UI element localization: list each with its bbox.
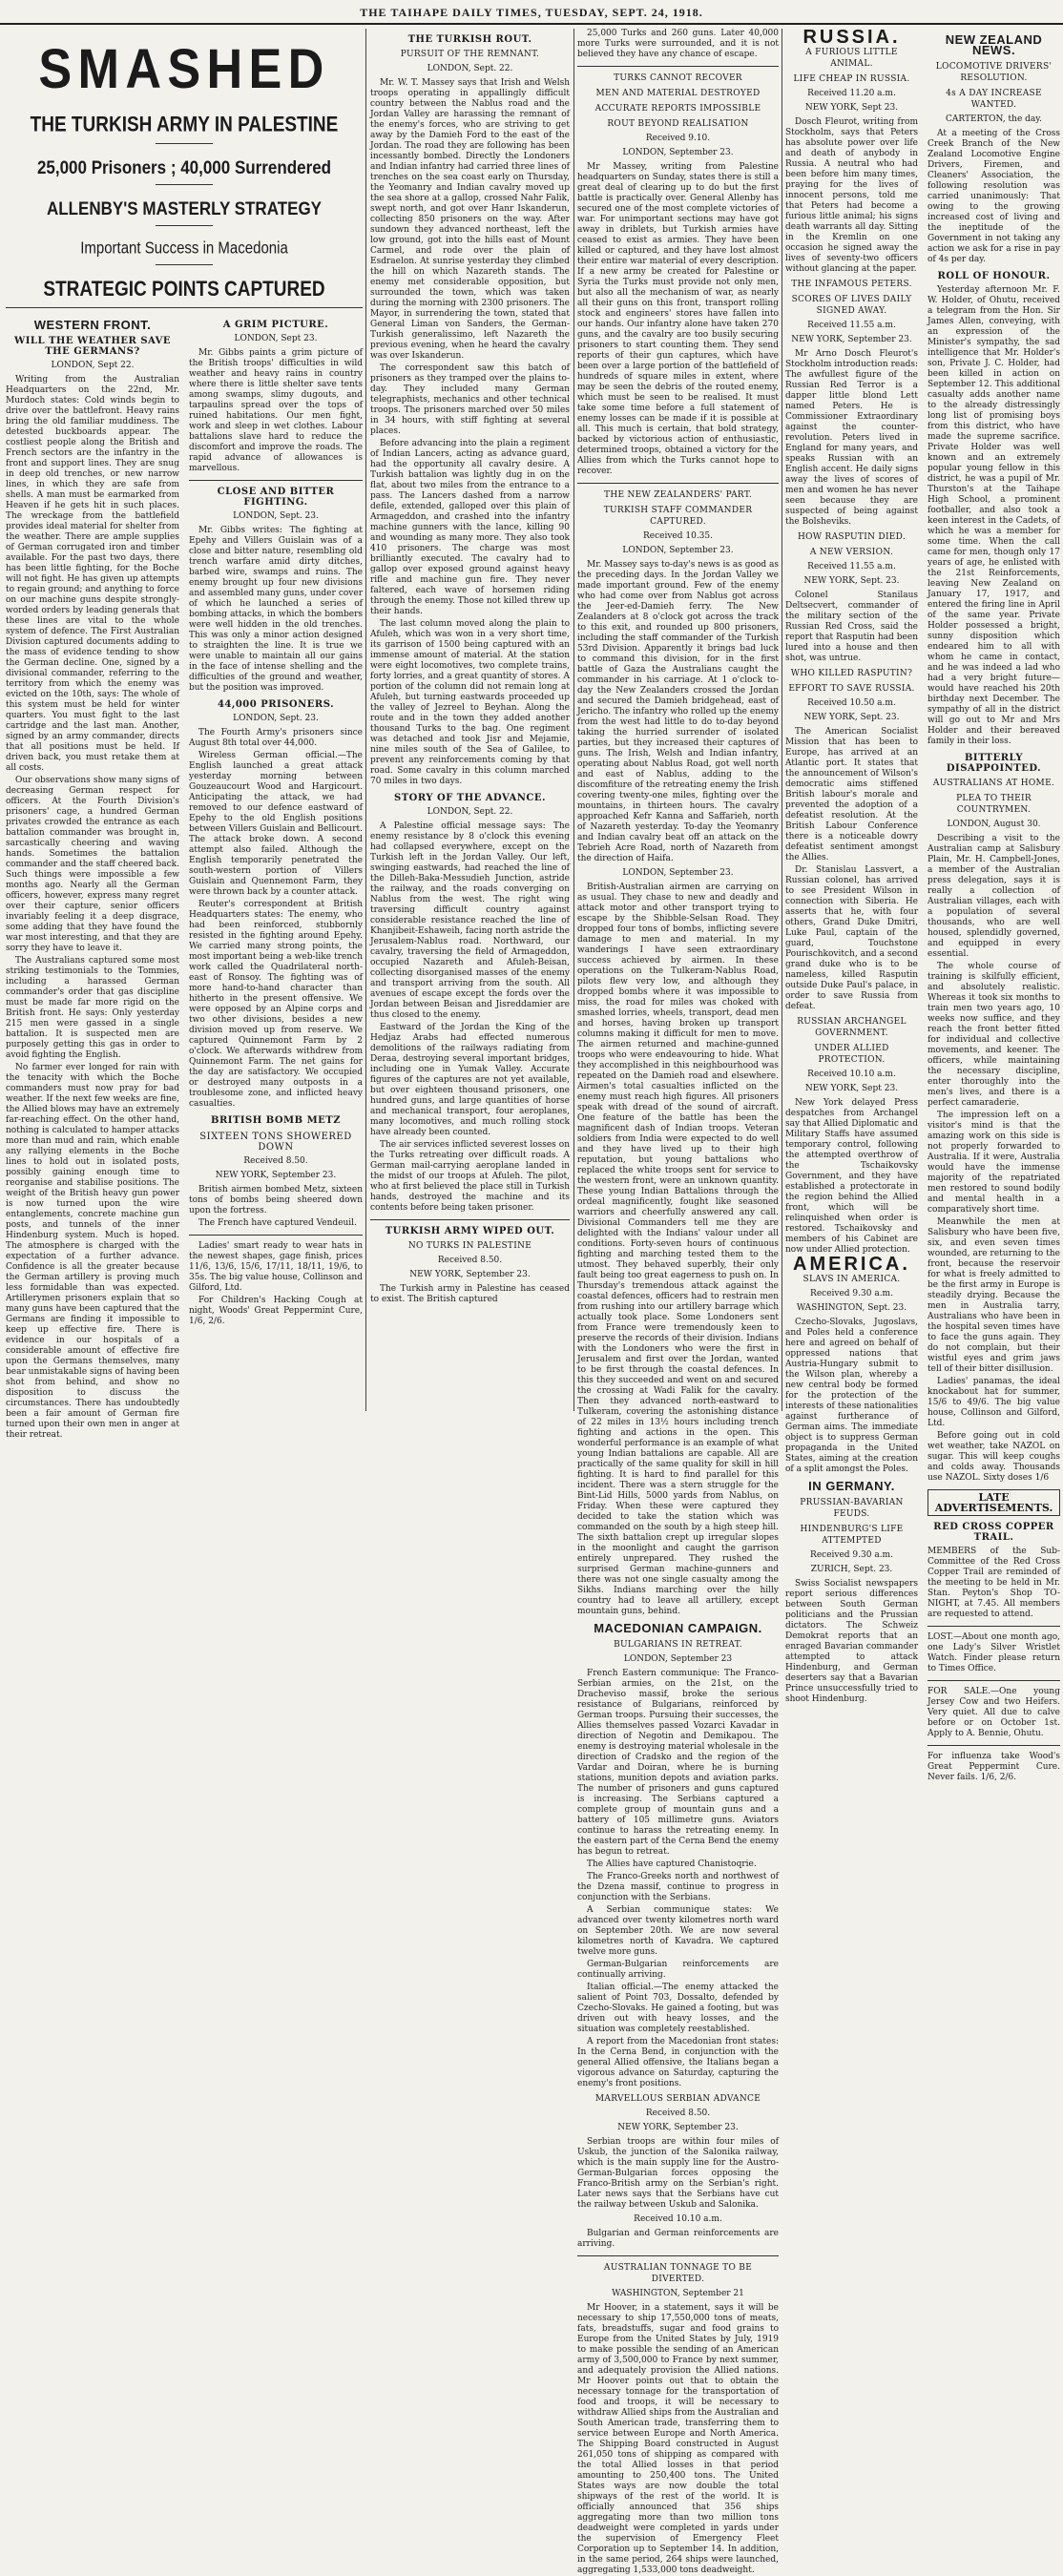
- article-paragraph: The air services inflicted severest losses on the Turks retreating over difficult roads. A German mail-carrying aeroplane landed in the midst of our troops at Afuleh. The pilot, who at first believed the place still in Turkish hands, destroyed the machine and its contents before being taken prisoner.: [370, 1140, 570, 1213]
- article-paragraph: Wireless German official.—The English launched a great attack yesterday morning between Gouzeaucourt Wood and Hargicourt. Anticipating the attack, we had removed to our defence eastward of Epehy to the old English positions between Villers Guislain and Bellicourt. The attack broke down. A second attempt also failed. Although the English temporarily penetrated the south-western portion of Villers Guislain and Quennemont Farm, they were thrown back by a counter attack.: [189, 751, 363, 897]
- article-paragraph: Mr. Massey says to-day's news is as good as the preceding days. In the Jordan Valley we made important ground. Few of the enemy who had come over from Nablus got across the Jeer-ed-Damieh ferry. The New Zealanders at 8 o'clock got across the track to this exit, and rounded up 800 prisoners, including the staff commander of the Turkish 53rd Division. Apparently it brings bad luck to command this division, for in the first battle of Gaza the Australians caught the commander in his carriage. At 1 o'clock to-day the New Zealanders crossed the Jordan and secured the Damieh bridgehead, east of Jericho. The infantry who rolled up the enemy from the west had little to do to-day beyond taking the hurried surrender of isolated parties, but they increased their captures of guns. The Irish, Welsh and Indian infantry, operating about Nablus Road, got well north and east of Nablus, adding to the discomfiture of the retreating enemy the Irish covering twenty-one miles, fighting over the mountains, in thirteen hours. The cavalry approached Kefr Kanna and Saffarieh, north of Nazareth yesterday. To-day the Yeomanry and Indian cavalry beat off an attack on the Tebrieh Acre Road, north of Nazareth from the direction of Haifa.: [577, 560, 779, 863]
- column-2: [370, 29, 570, 1412]
- column-1-body: [6, 314, 363, 1443]
- divider: [370, 1219, 570, 1220]
- section-title: IN GERMANY.: [808, 1479, 895, 1493]
- article-paragraph: No farmer ever longed for rain with the tenacity with which the Boche commanders must now pray for bad weather. If the next few weeks are fine, the Allied blows may have an extremely far-reaching effect. On the other hand, nothing is calculated to hamper attacks more than mud and rain, which enable any rallying elements in the Boche lines to hold out in isolated posts, possibly gaining enough time to reorganise and stabilise positions. The weight of the British heavy gun power is now turned upon the wire entanglements, concrete machine gun posts, and tunnels of the inner Hindenburg system. Much is hoped. The atmosphere is charged with the expectation of a further advance. Confidence is all the greater because the German artillery is proving much less formidable than was expected. Artillerymen prisoners explain that so many guns have been captured that the Germans are finding it impossible to keep up effective fire. There is evidence in our hospitals of a considerable amount of effective fire upon the Germans themselves, many bear unmistakable signs of having been shot from behind, and show no disposition to discuss the circumstances. There has undoubtedly been a fair amount of German fire turned upon their own men in anger at their retreat.: [6, 1063, 179, 1440]
- dateline: NEW YORK, September 23.: [409, 1270, 531, 1279]
- article-paragraph: British airmen bombed Metz, sixteen tons of bombs being sheered down upon the fortress.: [189, 1185, 363, 1215]
- article-paragraph: Mr. Gibbs writes: The fighting at Epehy and Villers Guislain was of a close and bitter nature, resembling old trench warfare amid dirty ditches, barbed wire, swamps and ruins. The enemy brought up four new divisions and assembled many guns, under cover of which he launched a series of bombing attacks, in which the bombers were well hidden in the old trenches. This was only a minor action designed to straighten the line. It is true we were unable to maintain all our gains in the face of intense shelling and the difficulties of the ground and weather, but the position was improved.: [189, 526, 363, 693]
- section-subtitle: TURKISH STAFF COMMANDER CAPTURED.: [603, 506, 753, 527]
- article-paragraph: Serbian troops are within four miles of Uskub, the junction of the Salonika railway, which is the main supply line for the Austro-German-Bulgarian forces opposing the Franco-British army on the Serbian's right. Later news says that the Serbians have cut the railway between Uskub and Salonika.: [577, 2137, 779, 2210]
- section-subtitle: LIFE CHEAP IN RUSSIA.: [793, 74, 910, 84]
- section-title: TURKS CANNOT RECOVER: [614, 73, 742, 83]
- divider: [928, 1626, 1060, 1627]
- article-paragraph: Mr Arno Dosch Fleurot's Stockholm introduction reads: The awfullest figure of the Russian Red Terror is a dapper little blond Lett named Peters. He is Commissioner Extraordinary against the counter-revolution. Peters lived in England for many years, and speaks Russian with an English accent. He daily signs away the lives of scores of men and women he has never seen because they are suspected of being against the Bolsheviks.: [785, 349, 918, 527]
- section-subtitle: ACCURATE REPORTS IMPOSSIBLE: [594, 104, 761, 114]
- dateline: LONDON, September 23: [623, 1654, 733, 1664]
- dateline: LONDON, Sept. 22.: [427, 64, 513, 73]
- dateline: Received 10.50 a.m.: [807, 698, 896, 708]
- divider: [577, 2255, 779, 2256]
- article-paragraph: Before advancing into the plain a regiment of Indian Lancers, acting as advance guard, had the opportunity all cavalry desire. A Turkish battalion was lightly dug in on the flat, about two miles from the entrance to a pass. The Lancers dashed from a narrow defile, extended, galloped over this plain of Armageddon, and crashed into the infantry machine gunners with the lance, killing 90 and wounding as many more. They also took 410 prisoners. The charge was most brilliantly executed. The cavalry had to gallop over exposed ground against heavy rifle and machine gun fire. They never faltered, each wave of horsemen riding through the enemy. Those not killed threw up their hands.: [370, 439, 570, 616]
- section-subtitle: AUSTRALIANS AT HOME.: [932, 779, 1055, 788]
- column-rule: [365, 29, 366, 1411]
- dateline: Received 11.55 a.m.: [807, 562, 896, 571]
- section-title: CLOSE AND BITTER FIGHTING.: [217, 487, 335, 508]
- column-1b: [189, 314, 363, 1443]
- column-4a: [785, 29, 918, 1785]
- article-paragraph: At a meeting of the Cross Creek Branch of the New Zealand Locomotive Engine Drivers, Firemen, and Cleaners' Association, the following resolution was carried unanimously: That owing to the growing increased cost of living and the ineptitude of the Government in not taking any action we ask for a rise in pay of 4s per day.: [928, 129, 1060, 264]
- late-advertisements-header: LATE ADVERTISEMENTS.: [928, 1489, 1060, 1516]
- divider: [156, 225, 213, 226]
- dateline: ZURICH, Sept. 23.: [810, 1565, 893, 1574]
- headline-deck: Important Success in Macedonia: [80, 239, 288, 259]
- article-paragraph: The impression left on a visitor's mind is that the amazing work on this side is not properly forwarded to Australia. If it were, Australia would have the immense majority of the repatriated men restored to sound bodily and mental health in a comparatively short time.: [928, 1111, 1060, 1215]
- section-title: RED CROSS COPPER TRAIL.: [933, 1522, 1054, 1543]
- advertisement: LOST.—About one month ago, one Lady's Silver Wristlet Watch. Finder please return to Times Office.: [928, 1632, 1060, 1673]
- section-subtitle: SCORES OF LIVES DAILY SIGNED AWAY.: [791, 295, 912, 316]
- article-paragraph: 25,000 Turks and 260 guns. Later 40,000 more Turks were surrounded, and it is not believed they have any chance of escape.: [577, 29, 779, 59]
- headline-deck: THE TURKISH ARMY IN PALESTINE: [30, 114, 339, 137]
- column-4-body: [785, 29, 1060, 1785]
- article-paragraph: The Allies have captured Chanistoqrie.: [587, 1859, 757, 1869]
- section-subtitle: PURSUIT OF THE REMNANT.: [400, 50, 540, 59]
- article-paragraph: Italian official.—The enemy attacked the salient of Point 703, Dossalto, defended by Czecho-Slovaks. He gained a footing, but was driven out with heavy losses, and the situation was completely reestablished.: [577, 1983, 779, 2034]
- dateline: Received 8.50.: [645, 2109, 711, 2118]
- dateline: Received 9.30 a.m.: [810, 1289, 893, 1298]
- section-title: BRITISH BOMB METZ: [211, 1115, 341, 1126]
- divider: [577, 483, 779, 484]
- dateline: LONDON, Sept 22.: [51, 361, 135, 370]
- section-subtitle: EFFORT TO SAVE RUSSIA.: [788, 684, 915, 694]
- column-1: [6, 29, 363, 1440]
- divider: [156, 184, 213, 185]
- section-subtitle: LOCOMOTIVE DRIVERS' RESOLUTION.: [935, 62, 1053, 83]
- advertisement: MEMBERS of the Sub-Committee of the Red Cross Copper Trail are reminded of the meeting to be held in Mr. Stan. Peyton's Shop TO-NIGHT, at 7.45. All members are requested to attend.: [928, 1547, 1060, 1619]
- article-paragraph: Reuter's correspondent at British Headquarters states: The enemy, who had been reinforced, stubbornly resisted in the fighting around Epehy. We carried many strong points, the most important being a web-like trench work called the Quadrilateral north-east of Ronsoy. The fighting was of more hand-to-hand character than hitherto in the present offensive. We were opposed by an Alpine corps and two other divisions, besides a new division moved up from reserve. We captured Quinnemont Farm by 2 o'clock. We afterwards withdrew from Quinnemont Farm. The net gains for the day are satisfactory. We occupied or destroyed many outposts in a troublesome zone, and inflicted heavy casualties.: [189, 900, 363, 1109]
- dateline: LONDON, Sept. 23.: [233, 511, 319, 521]
- article-paragraph: Mr Hoover, in a statement, says it will be necessary to ship 17,550,000 tons of meats, fats, breadstuffs, sugar and food grains to Europe from the United States by July, 1919 to make possible the sending of an American army of 3,500,000 to France by next summer, and adequately provision the Allied nations. Mr Hoover points out that to obtain the necessary tonnage for the transportation of food and troops, it will be necessary to withdraw Allied ships from the Australian and South American trade, transferring them to service between Europe and North America. The Shipping Board constructed in August 261,050 tons of shipping as compared with the total Allied losses in that period amounting to 250,400 tons. The United States ways are now double the total shipways of the rest of the world. It is officially announced that 356 ships aggregating more than two million tons deadweight were completed in yards under the supervision of Emergency Fleet Corporation up to September 14. In addition, in the same period, 264 ships were launched, aggregating 1,533,000 tons deadweight.: [577, 2303, 779, 2575]
- section-title: HOW RASPUTIN DIED.: [797, 532, 907, 542]
- article-paragraph: Eastward of the Jordan the King of the Hedjaz Arabs had effected numerous demolitions of the railways radiating from Deraa, destroying several important bridges, including one in Yumak Valley. Accurate figures of the captures are not yet available, but over eighteen thousand prisoners, one hundred guns, and large quantities of horse and mechanical transport, four aeroplanes, many locomotives, and much rolling stock have already been counted.: [370, 1023, 570, 1137]
- column-rule: [573, 29, 574, 1411]
- article-paragraph: A Serbian communique states: We advanced over twenty kilometres north ward on September 20th. We are now several kilometres north of Kavadra. We captured twelve more guns.: [577, 1905, 779, 1957]
- article-paragraph: A report from the Macedonian front states: In the Cerna Bend, in conjunction with the general Allied offensive, the Italians began a vigorous advance on Saturday, capturing the enemy's front positions.: [577, 2037, 779, 2088]
- section-subtitle: BULGARIANS IN RETREAT.: [614, 1640, 742, 1650]
- section-title: THE TURKISH ROUT.: [407, 34, 532, 45]
- article-paragraph: The Turkish army in Palestine has ceased to exist. The British captured: [370, 1284, 570, 1304]
- article-paragraph: The correspondent saw this batch of prisoners as they tramped over the plains to-day. They included many German telegraphists, mechanics and other technical troops. The prisoners marched over 50 miles in 34 hours, with stiff fighting at several places.: [370, 364, 570, 436]
- dateline: Received 8.50.: [437, 1256, 503, 1265]
- dateline: NEW YORK, September 23.: [215, 1171, 337, 1180]
- dateline: WASHINGTON, September 21: [612, 2289, 744, 2298]
- dateline: LONDON, Sept. 23.: [233, 714, 319, 723]
- section-subtitle: HINDENBURG'S LIFE ATTEMPTED: [800, 1525, 904, 1546]
- section-subtitle: NO TURKS IN PALESTINE: [407, 1241, 532, 1251]
- article-paragraph: Mr Massey, writing from Palestine headquarters on Sunday, states there is still a great deal of clearing up to do but the first battle is practically over. General Allenby has secured one of the most complete victories of war. For unimportant sections may have got away in driblets, but Turkish armies have ceased to exist as armies. They have been killed or captured, and they have lost almost their entire war material of every description. If a new army be created for Palestine or Syria the Turks must provide not only men, but also all the mechanism of war, as nearly all their guns on this front, transport rolling stock and engineers' stores have fallen into our hands. Our infantry alone have taken 270 guns, and the cavalry are too busily securing prisoners to start counting them. They send reports of their gun captures, which have been over a large portion of the battlefield of hundreds of square miles in extent, where may be seen the debris of the routed enemy, which must be seen to be realised. It must take some time before a full statement of enemy losses can be made if it is possible at all. This much is certain, that bold strategy, backed by victorious action of enthusiastic, determined troops, obtained a victory for the Allies from which the Turks cannot hope to recover.: [577, 162, 779, 476]
- article-paragraph: German-Bulgarian reinforcements are continually arriving.: [577, 1960, 779, 1980]
- dateline: Received 11.20 a.m.: [807, 89, 896, 98]
- article-paragraph: Yesterday afternoon Mr. F. W. Holder, of Ohutu, received a telegram from the Hon. Sir James Allen, conveying, with an expression of the Minister's sympathy, the sad intelligence that Mr. Holder's son, Private J. C. Holder, had been killed in action on September 12. This additional casualty adds another name to the already distressingly long list of promising boys from this district, who have made the supreme sacrifice. Private Holder was well known and an extremely popular young fellow in this district, he was a pupil of Mr. Thurston's at the Taihape High School, a prominent footballer, and also took a keen interest in the Cadets, of which he was a member for some time. When the call came for men, though only 17 years of age, he enlisted with the 21st Reinforcements, leaving New Zealand on January 17, 1917, and entered the firing line in April of the same year. Private Holder possessed a bright, sunny disposition which endeared him to all with whom he came in contact, and he was indeed a lad who had a very bright future—would have reached his 20th birthday next December. The sympathy of all in the district will go out to Mr and Mrs Holder and their bereaved family in their loss.: [928, 285, 1060, 746]
- article-paragraph: Writing from the Australian Headquarters on the 22nd, Mr. Murdoch states: Cold winds begin to drive over the battlefront. Heavy rains bring the old familiar muddiness. The detested buckboards appear. The costliest people along the British and French sectors are the infantry in the front and support lines. They are snug in deep old trenches, or new narrow lines, in which they are safe from shells. A man must be earmarked from Heaven if he gets hit in such places. The wreckage from the battlefield provides ideal material for shelter from the weather. There are ample supplies of German corrugated iron and timber available. For the past two days, there has been little fighting, for the Boche will not fight. He has given up attempts to regain ground; and anything to force on our machine guns despite strongly-worded orders by leading generals that these lines are vital to the whole system of defence. The First Australian Division captured documents adding to the mass of evidence tending to show the German decline. One, signed by a divisional commander, referring to the territory from which the enemy was evicted on the 10th, says: The whole of this system must be held for winter quarters. You must fight to the last cartridge and the last man. Another, signed by an army commander, directs that all positions must be held. If driven back, you must retake them at all costs.: [6, 375, 179, 773]
- dateline: WASHINGTON, Sept. 23.: [796, 1303, 907, 1313]
- section-subtitle: ROUT BEYOND REALISATION: [607, 119, 749, 129]
- section-title: TURKISH ARMY WIPED OUT.: [385, 1226, 555, 1236]
- column-1a: [6, 314, 179, 1443]
- article-paragraph: Dosch Fleurot, writing from Stockholm, says that Peters has absolute power over life and death of anybody in Russia. A neutral who had been before him many times, praying for the lives of innocent persons, told me that Peters had become a furious little animal; his signs death warrants all day. Sitting in the Kremlin on one occasion he signed away the lives of seventy-two officers without glancing at the paper.: [785, 117, 918, 274]
- advertisement: For influenza take Wood's Great Peppermint Cure. Never fails. 1/6, 2/6.: [928, 1752, 1060, 1782]
- article-paragraph: New York delayed Press despatches from Archangel say that Allied Diplomatic and Military Staffs have assumed temporary control, following the attempted overthrow of the Tschaikovsky Government, and they have established a protectorate in the region behind the Allied front, which will be relinquished when order is restored. Tschaikovsky and members of his Cabinet are now under Allied protection.: [785, 1098, 918, 1255]
- divider: [928, 1745, 1060, 1746]
- article-paragraph: The Franco-Greeks north and northwest of the Dzena massif, continue to progress in conjunction with the Serbians.: [577, 1872, 779, 1902]
- article-paragraph: A Palestine official message says: The enemy resistance by 8 o'clock this evening had collapsed everywhere, except on the Turkish left in the Jordan Valley. Our left, swinging eastwards, had reached the line of the Dilleh-Baka-Messudieh Junction, astride the railway, and the roads converging on Nablus from the west. The right wing traversing difficult country against considerable resistance reached the line of Khanjibeit-Eshaweih, facing north astride the Jerusalem-Nablus road. Northward, our cavalry, traversing the field of Armageddon, occupied Nazareth and Afuleh-Beisan, collecting disorganised masses of the enemy and transport arriving from the south. All avenues of escape except the fords over the Jordan between Beisan and Jisreddamier are thus closed to the enemy.: [370, 821, 570, 1020]
- dateline: Received 11.55 a.m.: [807, 321, 896, 330]
- dateline: Received 10.10 a.m.: [807, 1070, 896, 1079]
- headline-deck: ALLENBY'S MASTERLY STRATEGY: [46, 197, 323, 219]
- dateline: NEW YORK, Sept. 23.: [803, 713, 900, 722]
- divider: [577, 66, 779, 67]
- dateline: Received 9.10.: [645, 134, 711, 143]
- article-paragraph: The last column moved along the plain to Afuleh, which was won in a very short time, its garrison of 1500 being captured with an immense amount of material. At the station were eight locomotives, two complete trains, forty lorries, and a great quantity of stores. A portion of the column did not remain long at Afuleh, but turning eastwards proceeded up the valley of Jezreel to Beyhan. Along the route and in the town they added another thousand Turks to the bag. One regiment was detached and took Jisr and Mejamie, nine miles south of the Sea of Galilee, to prevent any reinforcements coming by that road. Some cavalry in this column marched 70 miles in two days.: [370, 619, 570, 786]
- masthead: [0, 0, 1063, 25]
- article-paragraph: Mr. Gibbs paints a grim picture of the British troops' difficulties in wild weather and heavy rains in country where there is little shelter save tents among swamps, slimy dugouts, and tarpaulins spread over the tops of ruined habitations. Our men fight, work and sleep in wet clothes. Labour battalions slave hard to reduce the discomfort and improve the roads. The rapid advance of allowances is marvellous.: [189, 348, 363, 473]
- article-paragraph: Meanwhile the men at Salisbury who have been five, six, and even seven times wounded, are returning to the front, because the reservoir for what is freely admitted to be the first army in Europe is steadily drying. Because the men in Australia tarry, Australians who have been in the hospital seven times have to face the guns again. They do not complain, but their wistful eyes and grim jaws tell of their bitter disillusion.: [928, 1217, 1060, 1374]
- article-paragraph: Bulgarian and German reinforcements are arriving.: [577, 2229, 779, 2249]
- article-paragraph: Describing a visit to the Australian camp at Salisbury Plain, Mr. H. Campbell-Jones, a member of the Australian press delegation, says it is really a collection of Australian villages, each with a population of several thousands, who are well housed, splendidly governed, and equipped in every essential.: [928, 834, 1060, 959]
- dateline: LONDON, September 23.: [622, 868, 734, 878]
- section-title: RUSSIAN ARCHANGEL GOVERNMENT.: [797, 1017, 907, 1038]
- section-subtitle: PRUSSIAN-BAVARIAN FEUDS.: [800, 1498, 904, 1519]
- headline-deck: 25,000 Prisoners ; 40,000 Surrendered: [36, 156, 332, 178]
- dateline: Received 8.50.: [243, 1156, 308, 1166]
- section-title: NEW ZEALAND NEWS.: [945, 32, 1043, 57]
- divider: [189, 1235, 363, 1236]
- dateline: Received 10.10 a.m.: [634, 2214, 722, 2224]
- headline-deck: STRATEGIC POINTS CAPTURED: [43, 278, 325, 301]
- section-title: MARVELLOUS SERBIAN ADVANCE: [594, 2094, 761, 2104]
- section-subtitle: 4s A DAY INCREASE WANTED.: [946, 89, 1042, 110]
- dateline: LONDON, September 23.: [622, 148, 734, 157]
- article-paragraph: The Fourth Army's prisoners since August 8th total over 44,000.: [189, 728, 363, 748]
- section-title: A GRIM PICTURE.: [222, 320, 329, 330]
- section-title: ROLL OF HONOUR.: [937, 271, 1051, 281]
- divider: [6, 307, 363, 308]
- advertisement: Ladies' smart ready to wear hats in the newest shapes, gage finish, prices 11/6, 13/6, 15/6, 17/11, 18/11, 19/6, to 35s. The big value house, Collinson and Gilford, Ltd.: [189, 1241, 363, 1293]
- section-subtitle: PLEA TO THEIR COUNTRYMEN.: [956, 794, 1032, 815]
- dateline: NEW YORK, September 23.: [791, 335, 912, 344]
- section-subtitle: A NEW VERSION.: [809, 548, 894, 557]
- article-paragraph: Czecho-Slovaks, Jugoslavs, and Poles held a conference here and agreed on behalf of oppressed nations that Austria-Hungary submit to the Wilson plan, whereby a new central body be formed for the protection of the interests of these nationalities against furtherance of German aims. The immediate object is to suppress German propaganda in the United States, aiming at the creation of a split amongst the Poles.: [785, 1318, 918, 1474]
- section-subtitle: SIXTEEN TONS SHOWERED DOWN: [199, 1132, 352, 1153]
- article-paragraph: The Australians captured some most striking testimonials to the Tommies, including a harassed German commander's order that gas discipline must be made far more rigid on the British front. He says: Only yesterday 215 men were gassed in a single battalion. It is suspected men are purposely getting this gas in order to avoid fighting the English.: [6, 956, 179, 1060]
- article-paragraph: The American Socialist Mission that has been to Europe, has arrived at an Atlantic port. It states that the announcement of Wilson's democratic aims stiffened British labour's morale and prevented the adoption of a defeatist resolution. At the British Labour Conference there is a noticeable dowry defeatist sentiment amongst the Allies.: [785, 727, 918, 862]
- article-paragraph: Dr. Stanislau Lassvert, a Russian colonel, has arrived to see President Wilson in connection with Siberia. He asserts that he, with four others, Grand Duke Dmitri, Luke Paul, captain of the guard, Touchstone Pourischkovitch, and a second grand duke who is to be nameless, killed Rasputin outside Duke Paul's palace, in order to save Russia from defeat.: [785, 865, 918, 1011]
- dateline: NEW YORK, Sept 23.: [804, 103, 899, 113]
- divider: [156, 264, 213, 265]
- article-paragraph: Mr. W. T. Massey says that Irish and Welsh troops operating in appallingly difficult country between the Nablus road and the Jordan Valley are harassing the remnant of the enemy's forces, who are striving to get away by the Damieh Ford to the east of the Jordan. The road they are following has been incessantly bombed. Directly the Londoners and Indian infantry had carried three lines of trenches on the sea coast early on Thursday, the Yeomanry and Indian cavalry moved up the sea shore at a gallop, crossed Nahr Falik, swept north, and got over Hanr Iskanderun, collecting 850 prisoners on the way. After sundown they advanced northeast, left the low ground, got into the hills east of Mount Carmel, and rode over the plain of Esdraelon. At sunrise yesterday they climbed the hill on which Nazareth stands. The enemy met considerable opposition, but surrounded the town, which was taken during the morning with 2300 prisoners. The Mayor, in surrendering the town, stated that General Liman von Sanders, the German-Turkish generalissimo, left Nazareth the previous evening, when he heard the cavalry was over Iskanderun.: [370, 78, 570, 361]
- section-subtitle: MEN AND MATERIAL DESTROYED: [595, 89, 761, 98]
- article-paragraph: British-Australian airmen are carrying on as usual. They chase to new and deadly and attack motor and other transport trying to escape by the Shibble-Selsan Road. They dropped four tons of bombs, inflicting severe damage to men and material. In my wanderings I have seen extraordinary success achieved by airmen. In these operations on the Tulkeram-Nablus Road, pilots flew very low, and although they dropped bombs where it was impossible to miss, the road for miles was choked with smashed lorries, wheels, transport, dead men and horses, having broken up transport columns making it difficult for men to move. The airmen returned and machine-gunned troops who were endeavouring to hide. What they accomplished in this neighbourhood was repeated on the Damieh road and elsewhere. Airmen's total casualties inflicted on the enemy must reach high figures. All prisoners speak with dread of the sound of aircraft. One feature of the battle has been the magnificent dash of Indian troops. Veteran soldiers from India were expected to do well and they have lived up to their high reputation, but young battalions who replaced the white troops sent for service to the western front, were an unknown quantity. These young Indian Battalions through the ordeal magnificently, fought like seasoned warriors and cheerfully answered any call. Divisional Commanders tell me they are delighted with the Indians' valour under all conditions. Forty-seven hours of continuous fighting and marching tested them to the utmost. They behaved superbly, their only fault being too great eagerness to push on. In Thursday's tremendous attack against the coastal defences, officers had to restrain men from rushing into our artillery barrage which actually took place. Some Londoners sent from France were tremendously keen to preserve the records of their division. Indians with the Londoners who were the first in Jerusalem and first over the Jordan, wanted to be first through the coastal defences. In this they succeeded and went on and secured the crossing at Wadi Falik for the cavalry. Then they advanced north-eastward to Tulkeram, covering the astonishing distance of 22 miles in 13½ hours including trench fighting and actions in the open. This wonderful performance is an example of what young Indian battalions are capable. All are practically of the same quality for skill in hill fighting. It is hard to find parallel for this incident. There was a stern struggle for the Bint-Lid Hills, 5000 yards from Nablus, on Friday. When these were captured they decided to take the station which was commanded on the south by a high steep hill. The sixth battalion crept up irregular slopes in the moonlight and caught the garrison entirely unprepared. They rushed the surprised German machine-gunners and there was not one single casualty among the Sikhs. Indians marching over the hilly country had to leave all artillery, except mountain guns, behind.: [577, 883, 779, 1616]
- divider: [928, 1680, 1060, 1681]
- dateline: NEW YORK, Sept. 23.: [803, 576, 900, 586]
- divider: [189, 480, 363, 481]
- article-paragraph: French Eastern communique: The Franco-Serbian armies, on the 21st, on the Dracheviso massif, broke the serious resistance of Bulgarians, reinforced by German troops. Pursuing their successes, the Allies themselves passed Vozarci Kavadar in direction of Negotin and Demikapou. The enemy is destroying material wholesale in the direction of Cradsko and the region of the Vardar and Doiran, where he is burning stations, munition depots and aviation parks. The number of prisoners and guns captured is increasing. The Serbians captured a complete group of mountain guns and a battery of 105 millimetre guns. Aviators continue to harass the retreating enemy. In the eastern part of the Cerna Bend the enemy has begun to retreat.: [577, 1669, 779, 1857]
- dateline: CARTERTON, the day.: [945, 114, 1043, 124]
- article-paragraph: The whole course of training is skilfully efficient, and absolutely realistic. Whereas it took six months to train men two years ago, 10 weeks now suffice, and they reach the front better fitted for individual and collective movements, and keener. The officers, while maintaining the necessary discipline, enter thoroughly into the men's lives, and there is a perfect camaraderie.: [928, 962, 1060, 1108]
- section-title: MACEDONIAN CAMPAIGN.: [594, 1621, 762, 1635]
- article-paragraph: Our observations show many signs of decreasing German respect for officers. At the Fourth Division's prisoners' cage, a hundred German privates crowded the entrance as each battalion commander was brought in, sarcastically cheering and waving hands. Sometimes the battalion commander and the staff cheered back. Such things were impossible a few months ago. Nearly all the German officers, however, express many regret over their capture, senior officers invariably feeling it a deep disgrace, some adding that they have found the war most interesting, and that they are sorry they have to leave it.: [6, 776, 179, 953]
- section-title: THE NEW ZEALANDERS' PART.: [604, 490, 752, 500]
- advertisement: Ladies' panamas, the ideal knockabout hat for summer, 15/6 to 49/6. The big value house, Collinson and Gilford, Ltd.: [928, 1377, 1060, 1428]
- column-4: [785, 27, 1060, 1782]
- dateline: Received 10.35.: [642, 531, 713, 541]
- masthead-title: THE TAIHAPE DAILY TIMES, TUESDAY, SEPT. 24, 1918.: [360, 6, 703, 19]
- main-headline: SMASHED: [38, 38, 330, 100]
- section-title: WESTERN FRONT.: [33, 318, 152, 332]
- section-subtitle: WILL THE WEATHER SAVE THE GERMANS?: [14, 336, 171, 357]
- section-subtitle: UNDER ALLIED PROTECTION.: [814, 1044, 889, 1065]
- section-title: WHO KILLED RASPUTIN?: [790, 669, 913, 678]
- section-title: 44,000 PRISONERS.: [217, 699, 335, 710]
- dateline: LONDON, September 23.: [622, 546, 734, 555]
- dateline: LONDON, Sept 23.: [234, 334, 318, 343]
- section-title: AUSTRALIAN TONNAGE TO BE DIVERTED.: [603, 2263, 753, 2284]
- dateline: Received 9.30 a.m.: [810, 1550, 893, 1560]
- article-paragraph: Colonel Stanilaus Deltsecvert, commander of the military section of the Russian Red Cross, said the report that Rasputin had been lured into a house and then shot, was untrue.: [785, 591, 918, 663]
- section-title: THE INFAMOUS PETERS.: [791, 280, 912, 289]
- advertisement: For Children's Hacking Cough at night, Woods' Great Peppermint Cure, 1/6, 2/6.: [189, 1296, 363, 1326]
- advertisement: FOR SALE.—One young Jersey Cow and two Heifers. Very quiet. All due to calve before or on October 1st. Apply to A. Bennie, Ohutu.: [928, 1687, 1060, 1738]
- dateline: LONDON, August 30.: [947, 820, 1041, 829]
- dateline: NEW YORK, Sept 23.: [804, 1084, 899, 1093]
- dateline: NEW YORK, September 23.: [617, 2123, 739, 2132]
- section-title: RUSSIA.: [802, 27, 901, 48]
- article-paragraph: The French have captured Vendeuil.: [198, 1218, 357, 1228]
- section-title: AMERICA.: [793, 1254, 910, 1275]
- section-subtitle: A FURIOUS LITTLE ANIMAL.: [805, 48, 898, 69]
- dateline: LONDON, Sept. 22.: [427, 807, 513, 817]
- section-title: STORY OF THE ADVANCE.: [394, 793, 546, 803]
- advertisement: Before going out in cold wet weather, take NAZOL on sugar. This will keep coughs and colds away. Thousands use NAZOL. Sixty doses 1/6: [928, 1431, 1060, 1483]
- article-paragraph: Swiss Socialist newspapers report serious differences between South German politicians and the Prussian dictators. The Schweiz Demokrat reports that an enraged Bavarian commander attempted to attack Hindenburg, and German deserters say that a Bavarian Prince unsuccessfully tried to shoot Hindenburg.: [785, 1579, 918, 1704]
- column-4b: [928, 29, 1060, 1785]
- section-title: BITTERLY DISAPPOINTED.: [946, 753, 1042, 774]
- divider: [156, 143, 213, 144]
- column-3: [577, 29, 779, 2575]
- section-subtitle: SLAVS IN AMERICA.: [802, 1275, 901, 1284]
